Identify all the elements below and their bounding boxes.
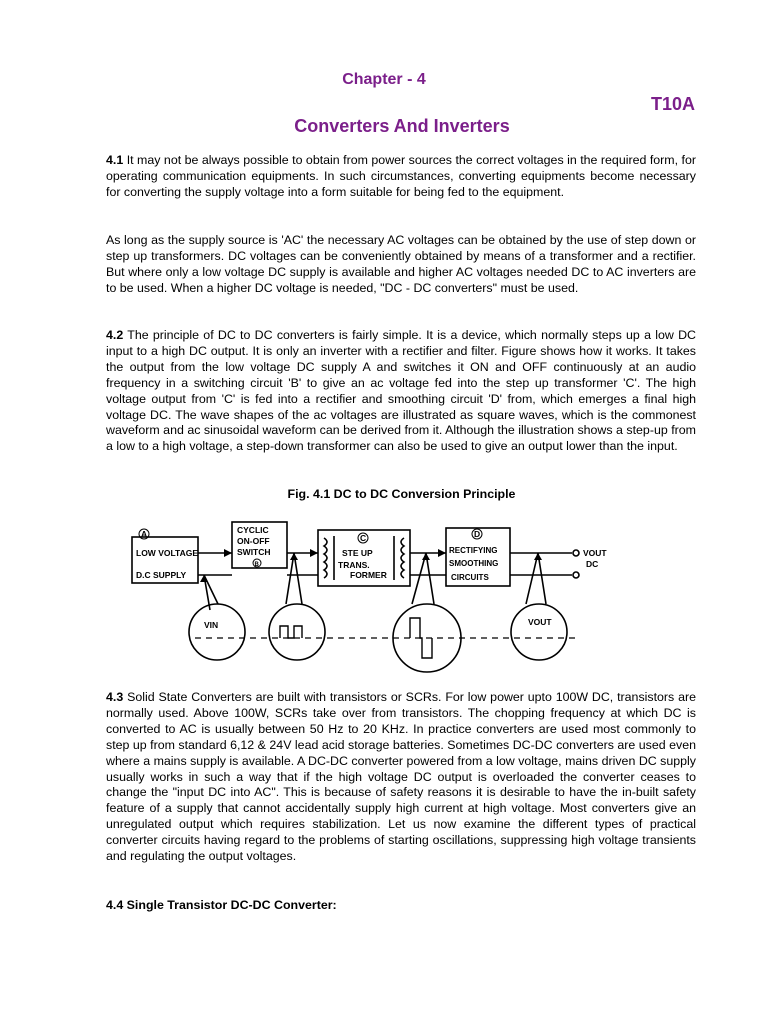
marker-c-label: C xyxy=(360,533,367,543)
marker-d-label: D xyxy=(474,529,481,539)
switch-label-2: ON-OFF xyxy=(237,536,270,546)
transformer-label-2: TRANS. xyxy=(338,560,370,570)
paragraph-4-1-continued xyxy=(106,233,696,297)
switch-label-3: SWITCH xyxy=(237,547,271,557)
vout-scope-label: VOUT xyxy=(528,617,552,627)
section-heading-4-4: 4.4 Single Transistor DC-DC Converter: xyxy=(106,898,337,912)
paragraph-text: Solid State Converters are built with transistors or SCRs. For low power upto 100W DC, transistors are normally used. Above 100W, SCRs take over from transistors. The chopping frequency at which DC is converted to AC is usually between 50 Hz to 20 KHz. In practice converters are used most commonly to step up from standard 6,12 & 24V lead acid storage batteries. Sometimes DC-DC converters are used even where a mains supply is available. A DC-DC converter powered from a low voltage, mains driven DC supply usually works in such a way that if the high voltage DC output is overloaded the converter ceases to change the "input DC into AC". This is because of safety reasons it is desirable to have the in-built safety feature of a supply that cannot accidentally supply high current at high voltage. Most converters give an unregulated output which requires stabilization. Let us now examine the different types of practical converter circuits having regard to the problems of starting oscillations, suppressing high voltage transients and regulating the output voltages. xyxy=(106,690,696,864)
figure-caption: Fig. 4.1 DC to DC Conversion Principle xyxy=(287,487,516,501)
paragraph-number: 4.3 xyxy=(106,690,124,704)
paragraph-number: 4.2 xyxy=(106,328,124,342)
supply-label-2: D.C SUPPLY xyxy=(136,570,187,580)
marker-b-label: B xyxy=(254,562,259,568)
paragraph-text: It may not be always possible to obtain from power sources the correct voltages in the required form, for operating communication equipments. In such circumstances, converting equipments become necessary for converting the supply voltage into a form suitable for being fed to the equipment. xyxy=(106,153,696,199)
switch-label-1: CYCLIC xyxy=(237,525,269,535)
paragraph-4-1 xyxy=(106,153,696,201)
vout-scope xyxy=(511,604,567,660)
vin-scope-label: VIN xyxy=(204,620,219,630)
rectifier-label-1: RECTIFYING xyxy=(449,546,498,555)
vin-scope xyxy=(189,604,245,660)
switched-scope xyxy=(269,604,325,660)
vout-dc-label-2: DC xyxy=(586,559,599,569)
paragraph-text: The principle of DC to DC converters is fairly simple. It is a device, which normally steps up a low DC input to a high DC output. It is only an inverter with a rectifier and filter. Figure shows how it works. It takes the output from the low voltage DC supply A and switches it ON and OFF continuously at an audio frequency in a switching circuit 'B' to give an ac voltage fed into the step up transformer 'C'. The high voltage output from 'C' is fed into a rectifier and smoothing circuit 'D' from, which emerges a final high voltage DC. The wave shapes of the ac voltages are illustrated as square waves, which is the commonest waveform and ac sinusoidal waveform can be derived from it. Although the illustration shows a step-up from a low to a high voltage, a step-down transformer can also be used to give an output lower than the input. xyxy=(106,328,696,454)
section-code: T10A xyxy=(650,94,695,114)
rectifier-label-2: SMOOTHING xyxy=(449,559,499,568)
chapter-title: Converters And Inverters xyxy=(294,116,510,136)
dc-dc-conversion-diagram xyxy=(110,512,620,692)
paragraph-text: As long as the supply source is 'AC' the necessary AC voltages can be obtained by the use of step down or step up transformers. DC voltages can be conveniently obtained by means of a transformer and a rectifier. But where only a low voltage DC supply is available and higher AC voltages needed DC to AC inverters are to be used. When a higher DC voltage is needed, "DC - DC converters" must be used. xyxy=(106,233,696,295)
rectifier-label-3: CIRCUITS xyxy=(451,573,489,582)
supply-label-1: LOW VOLTAGE xyxy=(136,548,199,558)
paragraph-4-3 xyxy=(106,690,696,865)
transformer-label-3: FORMER xyxy=(350,570,387,580)
chapter-label: Chapter - 4 xyxy=(342,71,426,88)
transformer-label-1: STE UP xyxy=(342,548,373,558)
paragraph-4-2 xyxy=(106,328,696,455)
vout-dc-label-1: VOUT xyxy=(583,548,607,558)
marker-a-label: A xyxy=(141,529,148,539)
paragraph-number: 4.1 xyxy=(106,153,124,167)
